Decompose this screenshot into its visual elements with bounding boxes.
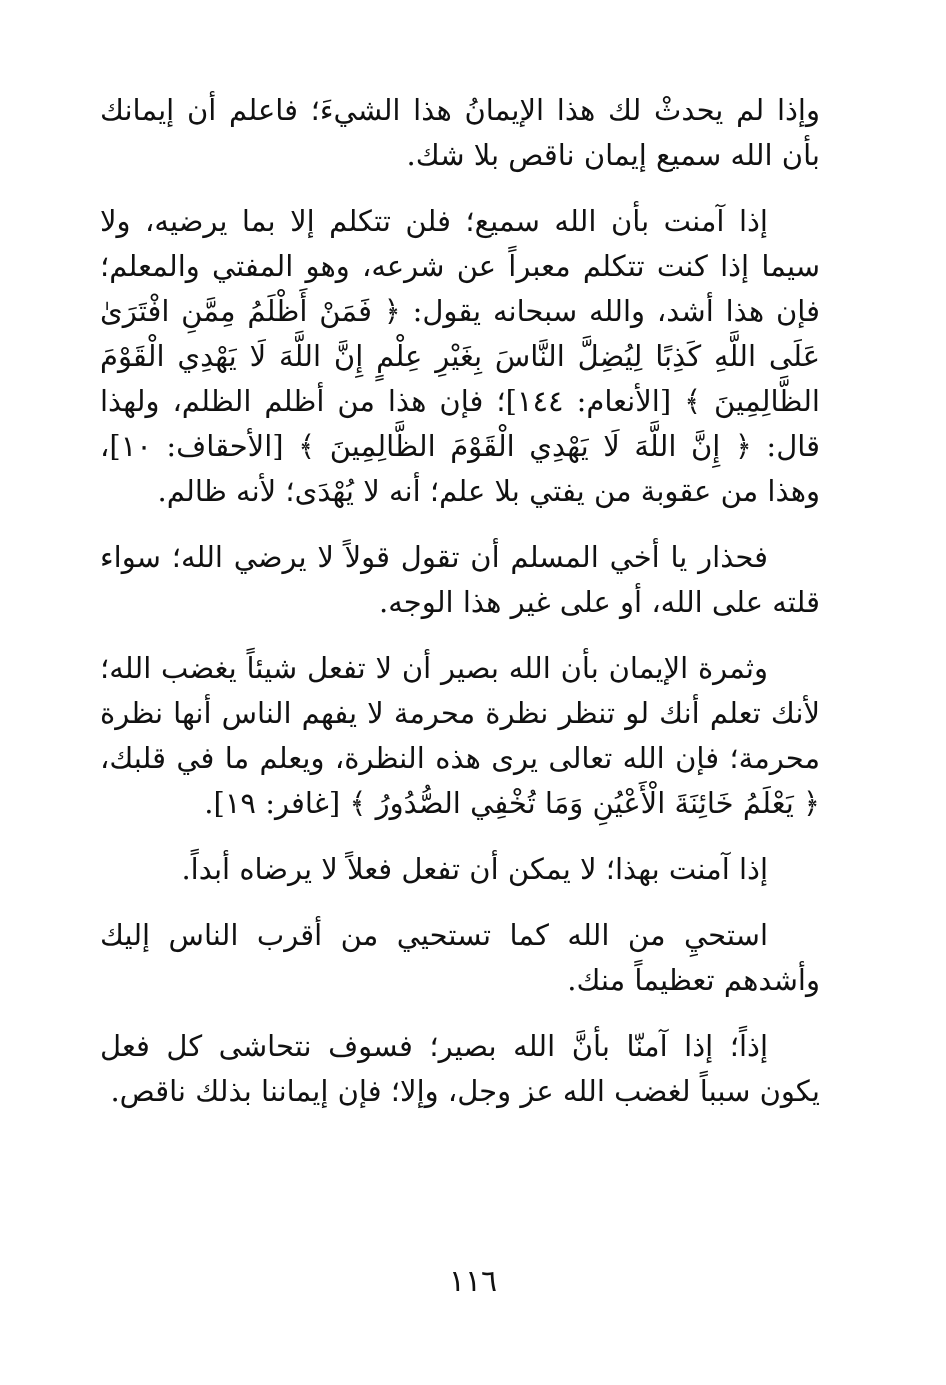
paragraph-4-text-before: وثمرة الإيمان بأن الله بصير أن لا تفعل شيئاً يغضب الله؛ لأنك تعلم أنك لو تنظر نظرة محرمة لا يفهم الناس أنها نظرة محرمة؛ فإن الله تعالى يرى هذه النظرة، ويعلم ما في قلبك، [100,651,820,775]
paragraph-2 [100,199,820,514]
paragraph-7 [100,1024,820,1114]
paragraph-6-text: استحيِ من الله كما تستحيي من أقرب الناس إليك وأشدهم تعظيماً منك. [100,918,820,997]
paragraph-2-reference: [الأنعام: ١٤٤]؛ فإن هذا من أظلم الظلم، ولهذا قال: [100,384,820,463]
quran-verse-ghafir: ﴿ يَعْلَمُ خَائِنَةَ الْأَعْيُنِ وَمَا تُخْفِي الصُّدُورُ ﴾ [349,786,820,820]
paragraph-3-text: فحذار يا أخي المسلم أن تقول قولاً لا يرضي الله؛ سواء قلته على الله، أو على غير هذا الوجه. [100,540,820,619]
page-body [100,88,820,1135]
paragraph-5-text: إذا آمنت بهذا؛ لا يمكن أن تفعل فعلاً لا يرضاه أبداً. [181,852,768,886]
paragraph-2-text-after: [الأحقاف: ١٠]، وهذا من عقوبة من يفتي بلا علم؛ أنه لا يُهْدَى؛ لأنه ظالم. [100,429,820,508]
paragraph-7-text: إذاً؛ إذا آمنّا بأنَّ الله بصير؛ فسوف نتحاشى كل فعل يكون سبباً لغضب الله عز وجل، وإلا؛ فإن إيماننا بذلك ناقص. [100,1029,820,1108]
paragraph-2-text-before: إذا آمنت بأن الله سميع؛ فلن تتكلم إلا بما يرضيه، ولا سيما إذا كنت تتكلم معبراً عن شرعه، وهو المفتي والمعلم؛ فإن هذا أشد، والله سبحانه يقول: [100,204,820,328]
paragraph-1-text: وإذا لم يحدثْ لك هذا الإيمانُ هذا الشيءَ؛ فاعلم أن إيمانك بأن الله سميع إيمان ناقص بلا شك. [100,93,820,172]
paragraph-5 [100,847,820,892]
quran-verse-anam: ﴿ فَمَنْ أَظْلَمُ مِمَّنِ افْتَرَىٰ عَلَى اللَّهِ كَذِبًا لِيُضِلَّ النَّاسَ بِغَيْرِ عِلْمٍ إِنَّ اللَّهَ لَا يَهْدِي الْقَوْمَ الظَّالِمِينَ ﴾ [100,294,820,418]
paragraph-4-text-after: [غافر: ١٩]. [204,786,350,820]
paragraph-4 [100,646,820,826]
paragraph-1 [100,88,820,178]
page-number: ١١٦ [448,1264,498,1299]
paragraph-6 [100,913,820,1003]
paragraph-3 [100,535,820,625]
quran-verse-ahqaf: ﴿ إِنَّ اللَّهَ لَا يَهْدِي الْقَوْمَ الظَّالِمِينَ ﴾ [298,429,752,463]
